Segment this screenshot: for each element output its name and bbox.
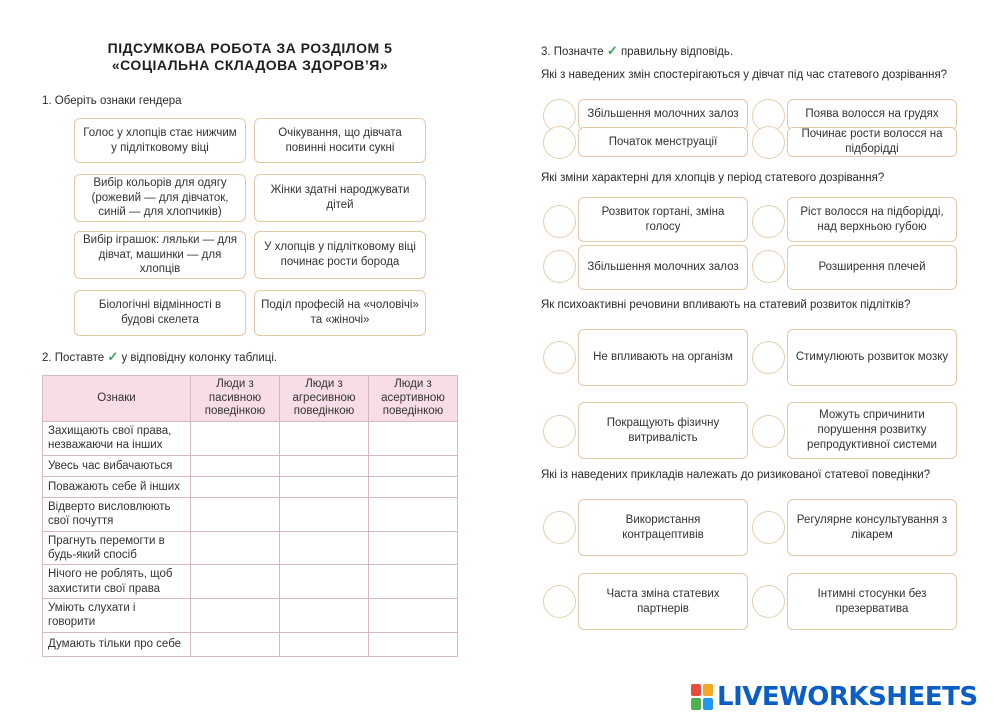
row-label: Думають тільки про себе bbox=[43, 632, 191, 656]
answer-option[interactable]: Початок менструації bbox=[578, 127, 748, 157]
answer-option[interactable]: Поява волосся на грудях bbox=[787, 99, 957, 130]
question-text: Які із наведених прикладів належать до ризикованої статевої поведінки? bbox=[541, 469, 931, 481]
answer-circle[interactable] bbox=[543, 511, 576, 544]
row-label: Нічого не роблять, щоб захистити свої права bbox=[43, 565, 191, 599]
table-row bbox=[43, 565, 458, 599]
answer-option[interactable]: Покращують фізичну витривалість bbox=[578, 402, 748, 459]
answer-option[interactable]: Використання контрацептивів bbox=[578, 499, 748, 556]
answer-cell[interactable] bbox=[280, 599, 369, 633]
answer-cell[interactable] bbox=[280, 497, 369, 531]
answer-circle[interactable] bbox=[543, 126, 576, 159]
gender-option[interactable]: Вибір кольорів для одягу (рожевий — для дівчаток, синій — для хлопчиків) bbox=[74, 174, 246, 222]
answer-cell[interactable] bbox=[369, 497, 458, 531]
gender-option[interactable]: Жінки здатні народжувати дітей bbox=[254, 174, 426, 222]
answer-cell[interactable] bbox=[191, 531, 280, 565]
logo-square bbox=[691, 684, 701, 696]
answer-circle[interactable] bbox=[752, 205, 785, 238]
answer-cell[interactable] bbox=[369, 422, 458, 456]
answer-circle[interactable] bbox=[752, 250, 785, 283]
table-row bbox=[43, 632, 458, 656]
answer-cell[interactable] bbox=[280, 455, 369, 476]
logo-square bbox=[691, 698, 701, 710]
liveworksheets-logo bbox=[691, 682, 978, 712]
answer-option[interactable]: Регулярне консультування з лікарем bbox=[787, 499, 957, 556]
page-title: ПІДСУМКОВА РОБОТА ЗА РОЗДІЛОМ 5 bbox=[107, 40, 393, 56]
answer-cell[interactable] bbox=[191, 476, 280, 497]
answer-option[interactable]: Розширення плечей bbox=[787, 245, 957, 290]
answer-cell[interactable] bbox=[191, 565, 280, 599]
gender-option[interactable]: Голос у хлопців стає нижчим у підлітковому віці bbox=[74, 118, 246, 163]
gender-option[interactable]: У хлопців у підлітковому віці починає рости борода bbox=[254, 231, 426, 279]
answer-circle[interactable] bbox=[543, 205, 576, 238]
answer-circle[interactable] bbox=[752, 511, 785, 544]
answer-option[interactable]: Часта зміна статевих партнерів bbox=[578, 573, 748, 630]
table-row bbox=[43, 531, 458, 565]
answer-cell[interactable] bbox=[191, 455, 280, 476]
gender-option[interactable]: Біологічні відмінності в будові скелета bbox=[74, 290, 246, 336]
checkmark-icon: ✓ bbox=[107, 349, 119, 364]
answer-cell[interactable] bbox=[280, 531, 369, 565]
answer-cell[interactable] bbox=[280, 476, 369, 497]
answer-cell[interactable] bbox=[191, 599, 280, 633]
row-label: Відверто висловлюють свої почуття bbox=[43, 497, 191, 531]
task3-prompt: 3. Позначте ✓ правильну відповідь. bbox=[541, 43, 734, 58]
row-label: Захищають свої права, незважаючи на інших bbox=[43, 422, 191, 456]
table-row bbox=[43, 455, 458, 476]
row-label: Уміють слухати і говорити bbox=[43, 599, 191, 633]
table-row bbox=[43, 476, 458, 497]
page-subtitle: «СОЦІАЛЬНА СКЛАДОВА ЗДОРОВ’Я» bbox=[111, 57, 389, 73]
answer-circle[interactable] bbox=[543, 585, 576, 618]
answer-cell[interactable] bbox=[191, 632, 280, 656]
answer-cell[interactable] bbox=[369, 476, 458, 497]
answer-cell[interactable] bbox=[369, 455, 458, 476]
answer-option[interactable]: Збільшення молочних залоз bbox=[578, 99, 748, 130]
answer-option[interactable]: Стимулюють розвиток мозку bbox=[787, 329, 957, 386]
logo-mark-icon bbox=[691, 684, 713, 710]
answer-cell[interactable] bbox=[191, 497, 280, 531]
answer-circle[interactable] bbox=[543, 341, 576, 374]
answer-circle[interactable] bbox=[752, 341, 785, 374]
gender-option[interactable]: Очікування, що дівчата повинні носити сукні bbox=[254, 118, 426, 163]
answer-circle[interactable] bbox=[752, 126, 785, 159]
answer-cell[interactable] bbox=[280, 565, 369, 599]
table-header: Люди з асертивною поведінкою bbox=[369, 376, 458, 422]
table-header: Люди з агресивною поведінкою bbox=[280, 376, 369, 422]
gender-option[interactable]: Вибір іграшок: ляльки — для дівчат, машинки — для хлопців bbox=[74, 231, 246, 279]
answer-circle[interactable] bbox=[543, 250, 576, 283]
answer-option[interactable]: Ріст волосся на підборідді, над верхньою губою bbox=[787, 197, 957, 242]
table-row bbox=[43, 422, 458, 456]
behavior-table bbox=[42, 375, 458, 657]
answer-option[interactable]: Не впливають на організм bbox=[578, 329, 748, 386]
answer-cell[interactable] bbox=[369, 632, 458, 656]
logo-text: LIVEWORKSHEETS bbox=[717, 682, 978, 712]
answer-circle[interactable] bbox=[752, 415, 785, 448]
row-label: Прагнуть перемогти в будь-який спосіб bbox=[43, 531, 191, 565]
row-label: Увесь час вибачаються bbox=[43, 455, 191, 476]
answer-cell[interactable] bbox=[191, 422, 280, 456]
logo-square bbox=[703, 698, 713, 710]
answer-cell[interactable] bbox=[369, 565, 458, 599]
table-header: Люди з пасивною поведінкою bbox=[191, 376, 280, 422]
row-label: Поважають себе й інших bbox=[43, 476, 191, 497]
checkmark-icon: ✓ bbox=[606, 43, 618, 58]
question-text: Як психоактивні речовини впливають на статевий розвиток підлітків? bbox=[541, 299, 911, 311]
answer-option[interactable]: Можуть спричинити порушення розвитку репродуктивної системи bbox=[787, 402, 957, 459]
gender-option[interactable]: Поділ професій на «чоловічі» та «жіночі» bbox=[254, 290, 426, 336]
answer-option[interactable]: Починає рости волосся на підборідді bbox=[787, 127, 957, 157]
answer-option[interactable]: Інтимні стосунки без презерватива bbox=[787, 573, 957, 630]
answer-cell[interactable] bbox=[369, 599, 458, 633]
answer-circle[interactable] bbox=[752, 585, 785, 618]
question-text: Які з наведених змін спостерігаються у дівчат під час статевого дозрівання? bbox=[541, 69, 948, 81]
answer-option[interactable]: Розвиток гортані, зміна голосу bbox=[578, 197, 748, 242]
task2-prompt: 2. Поставте ✓ у відповідну колонку таблиці. bbox=[42, 349, 278, 364]
table-row bbox=[43, 497, 458, 531]
logo-square bbox=[703, 684, 713, 696]
task1-prompt: 1. Оберіть ознаки гендера bbox=[42, 95, 182, 107]
answer-cell[interactable] bbox=[369, 531, 458, 565]
answer-cell[interactable] bbox=[280, 422, 369, 456]
table-header: Ознаки bbox=[43, 376, 191, 422]
answer-cell[interactable] bbox=[280, 632, 369, 656]
answer-option[interactable]: Збільшення молочних залоз bbox=[578, 245, 748, 290]
answer-circle[interactable] bbox=[543, 415, 576, 448]
table-row bbox=[43, 599, 458, 633]
question-text: Які зміни характерні для хлопців у період статевого дозрівання? bbox=[541, 172, 885, 184]
